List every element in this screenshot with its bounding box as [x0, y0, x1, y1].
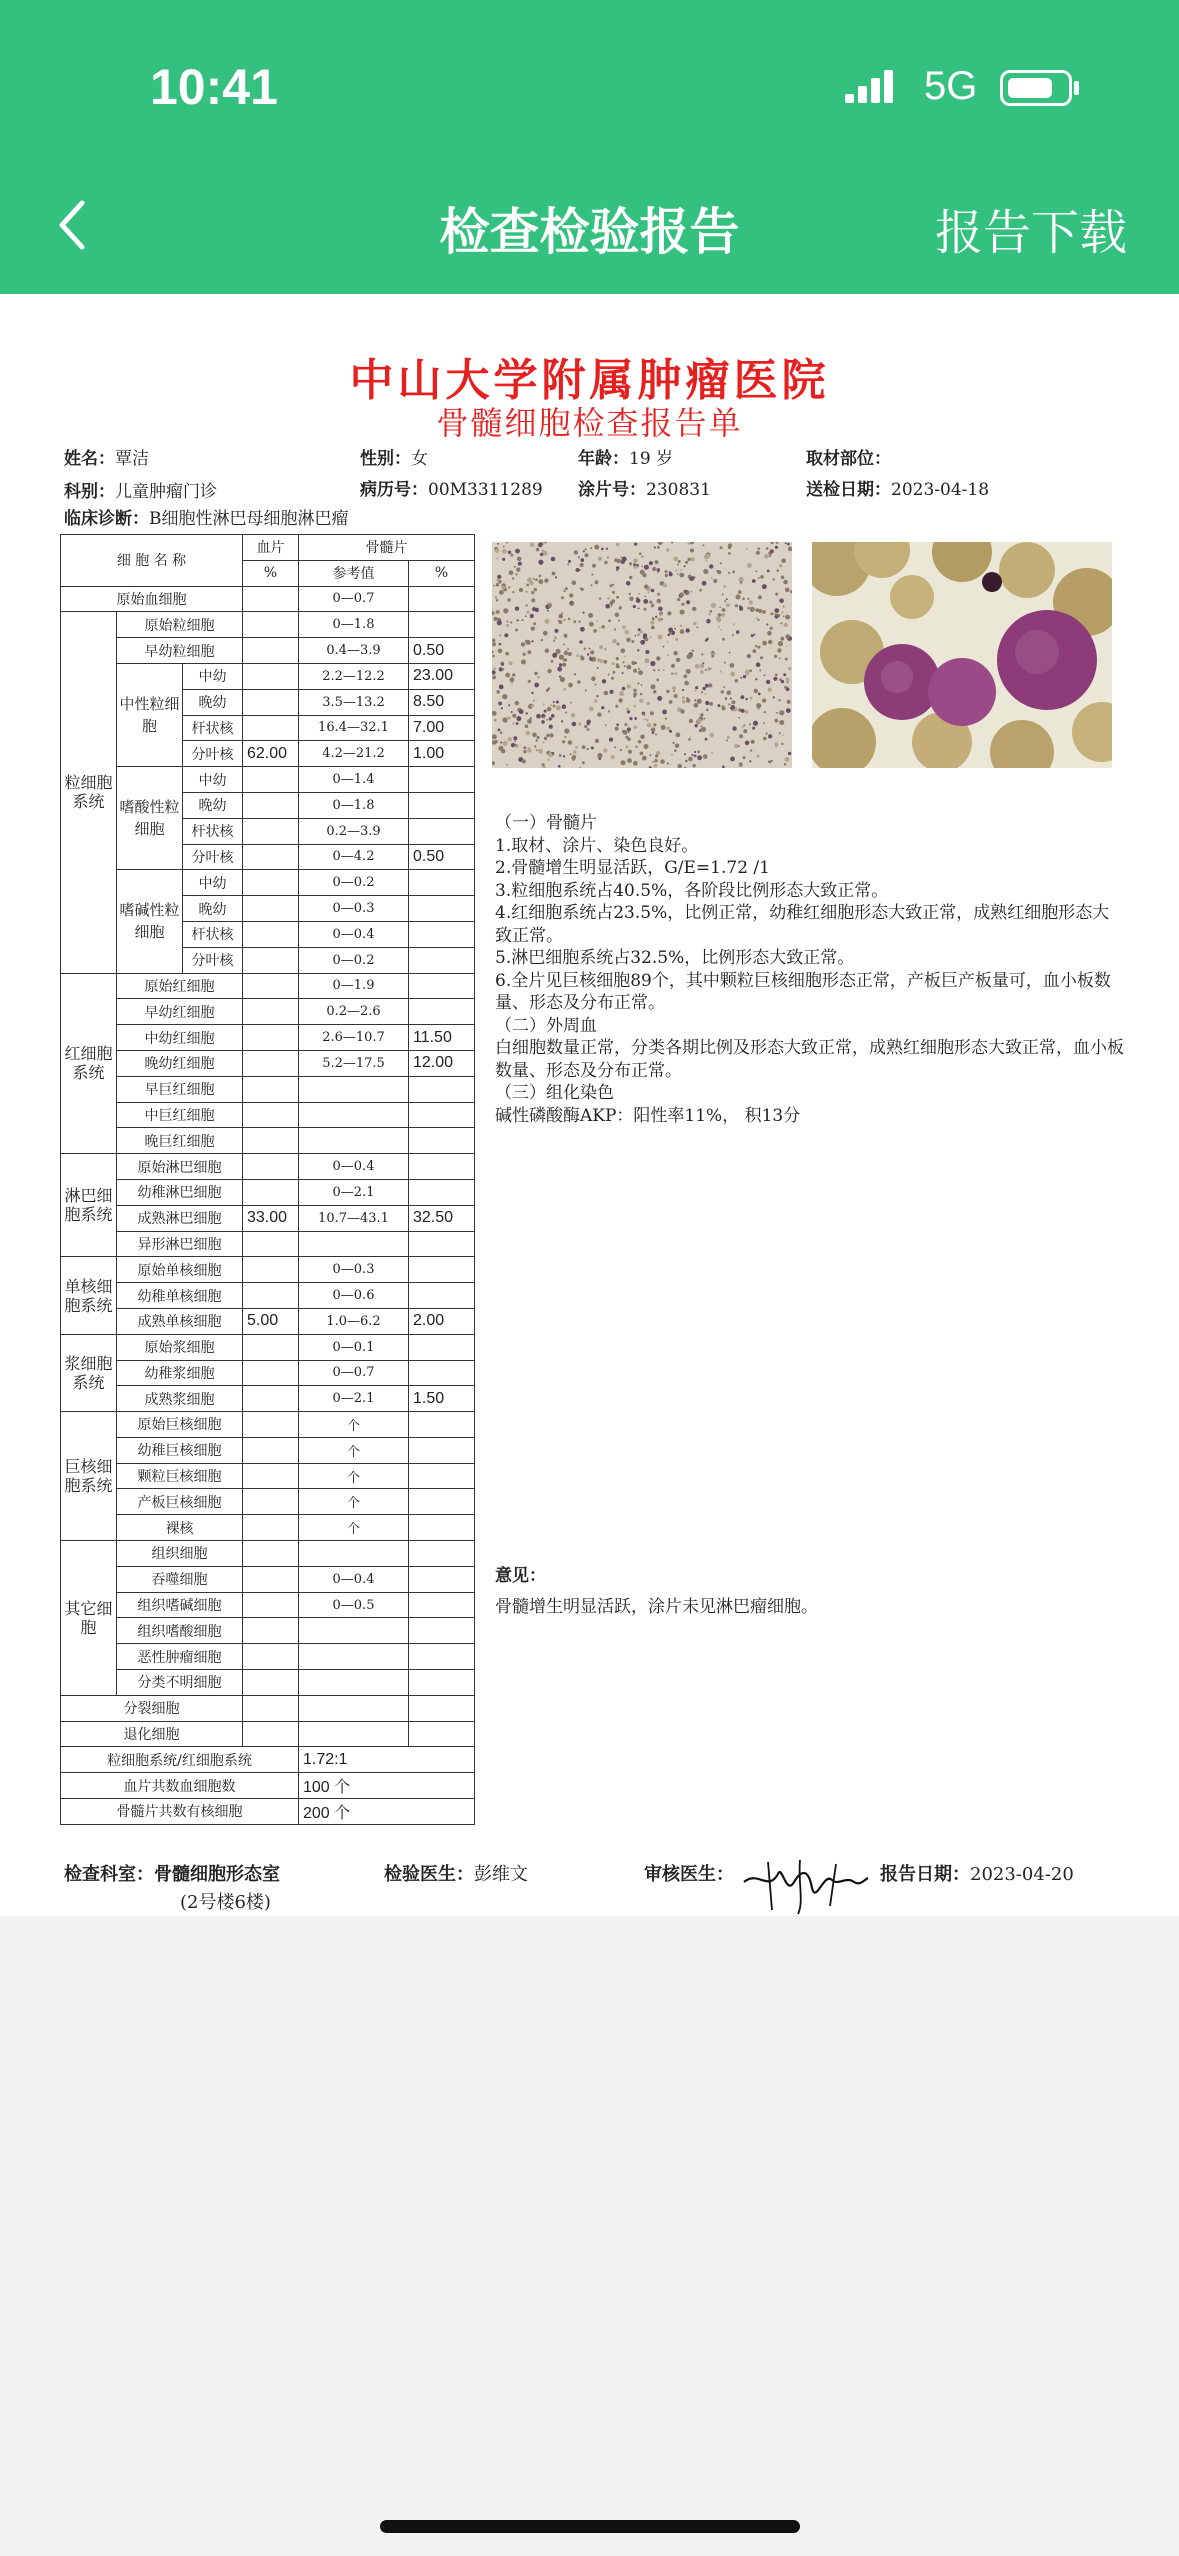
- table-row: [61, 586, 475, 612]
- blood-value: [243, 767, 299, 793]
- cell-name: 分叶核: [183, 741, 243, 767]
- cell-name: 杆状核: [183, 921, 243, 947]
- table-row: [61, 1541, 475, 1567]
- download-report-button[interactable]: 报告下载: [934, 205, 1127, 261]
- reference-range: 5.2—17.5: [299, 1050, 409, 1076]
- table-row: [61, 1721, 475, 1747]
- reference-range: 0—1.9: [299, 973, 409, 999]
- marrow-smear-highpower-image: [812, 542, 1112, 768]
- table-row: [61, 1463, 475, 1489]
- reference-range: 10.7—43.1: [299, 1205, 409, 1231]
- cell-name: 恶性肿瘤细胞: [117, 1644, 243, 1670]
- marrow-value: [409, 1670, 475, 1696]
- group-basophil: 嗜碱性粒细胞: [117, 870, 183, 973]
- table-row: [61, 1386, 475, 1412]
- header-pct: %: [243, 560, 299, 586]
- table-row: [61, 638, 475, 664]
- table-row: [61, 999, 475, 1025]
- blood-value: [243, 1437, 299, 1463]
- reference-range: [299, 1721, 409, 1747]
- blood-value: [243, 999, 299, 1025]
- submit-date: 送检日期：2023-04-18: [806, 480, 990, 500]
- marrow-value: 12.00: [409, 1050, 475, 1076]
- marrow-value: [409, 921, 475, 947]
- table-row: [61, 1025, 475, 1051]
- marrow-value: [409, 1128, 475, 1154]
- footer-reviewer: 审核医生：: [644, 1864, 734, 1885]
- blood-value: [243, 844, 299, 870]
- group-mega: 巨核细胞系统: [61, 1412, 117, 1541]
- reference-range: 0—0.2: [299, 870, 409, 896]
- battery-icon: [1000, 70, 1072, 106]
- cell-name: 晚幼: [183, 792, 243, 818]
- patient-gender: 性别：女: [360, 449, 428, 469]
- reference-range: [299, 1644, 409, 1670]
- cell-name: 晚幼红细胞: [117, 1050, 243, 1076]
- table-row: [61, 1644, 475, 1670]
- group-granulocyte: 粒细胞系统: [61, 612, 117, 973]
- table-row: [61, 1179, 475, 1205]
- group-mono: 单核细胞系统: [61, 1257, 117, 1334]
- reference-range: 个: [299, 1515, 409, 1541]
- marrow-value: [409, 1179, 475, 1205]
- marrow-value: [409, 1437, 475, 1463]
- marrow-value: [409, 870, 475, 896]
- sample-site: 取材部位：: [806, 449, 891, 469]
- marrow-value: [409, 947, 475, 973]
- finding-line: 4.红细胞系统占23.5%，比例正常，幼稚红细胞形态大致正常，成熟红细胞形态大致正常。: [495, 903, 1110, 946]
- marrow-value: [409, 1257, 475, 1283]
- reference-range: 个: [299, 1463, 409, 1489]
- reference-range: 3.5—13.2: [299, 689, 409, 715]
- marrow-value: [409, 1592, 475, 1618]
- group-erythroid: 红细胞系统: [61, 973, 117, 1154]
- network-label: 5G: [924, 64, 978, 108]
- status-time: 10:41: [150, 59, 278, 115]
- cell-name: 成熟淋巴细胞: [117, 1205, 243, 1231]
- reference-range: 0—0.6: [299, 1283, 409, 1309]
- marrow-value: [409, 1489, 475, 1515]
- cell-name: 杆状核: [183, 818, 243, 844]
- group-neutrophil: 中性粒细胞: [117, 663, 183, 766]
- group-lymph: 淋巴细胞系统: [61, 1154, 117, 1257]
- finding-line: 白细胞数量正常，分类各期比例及形态大致正常，成熟红细胞形态大致正常，血小板数量、形态及分布正常。: [495, 1038, 1124, 1081]
- report-document: [0, 294, 1179, 1916]
- group-eosinophil: 嗜酸性粒细胞: [117, 767, 183, 870]
- blood-value: [243, 1179, 299, 1205]
- blood-value: [243, 896, 299, 922]
- reference-range: 0—1.4: [299, 767, 409, 793]
- table-row: [61, 1592, 475, 1618]
- reference-range: [299, 1541, 409, 1567]
- blood-value: [243, 1128, 299, 1154]
- blood-value: [243, 921, 299, 947]
- marrow-value: 7.00: [409, 715, 475, 741]
- footer-dept: 检查科室：骨髓细胞形态室: [64, 1864, 280, 1885]
- blood-value: [243, 1360, 299, 1386]
- marrow-value: [409, 1463, 475, 1489]
- marrow-value: [409, 1334, 475, 1360]
- reference-range: 0—0.3: [299, 896, 409, 922]
- reference-range: [299, 1231, 409, 1257]
- cell-name: 成熟浆细胞: [117, 1386, 243, 1412]
- reference-range: 0—0.4: [299, 1566, 409, 1592]
- reviewer-signature: [738, 1852, 870, 1918]
- cell-name: 异形淋巴细胞: [117, 1231, 243, 1257]
- reference-range: 0—0.7: [299, 586, 409, 612]
- blood-value: [243, 1670, 299, 1696]
- finding-line: 5.淋巴细胞系统占32.5%，比例形态大致正常。: [495, 948, 855, 968]
- table-row: [61, 663, 475, 689]
- cell-name: 原始浆细胞: [117, 1334, 243, 1360]
- findings-text: [495, 812, 1125, 1127]
- blood-value: [243, 1592, 299, 1618]
- reference-range: [299, 1618, 409, 1644]
- table-row: [61, 1102, 475, 1128]
- table-row: [61, 1695, 475, 1721]
- patient-age: 年龄：19 岁: [578, 449, 674, 469]
- marrow-value: 1.50: [409, 1386, 475, 1412]
- blood-value: [243, 1695, 299, 1721]
- cell-name: 组织嗜碱细胞: [117, 1592, 243, 1618]
- table-row: [61, 1205, 475, 1231]
- marrow-value: [409, 1076, 475, 1102]
- cell-name: 中幼: [183, 663, 243, 689]
- summary-row: [61, 1799, 475, 1825]
- marrow-value: 8.50: [409, 689, 475, 715]
- hospital-name: 中山大学附属肿瘤医院: [349, 355, 830, 406]
- table-row: [61, 1670, 475, 1696]
- signal-icon: [845, 68, 905, 112]
- reference-range: 2.6—10.7: [299, 1025, 409, 1051]
- cell-name: 晚幼: [183, 896, 243, 922]
- table-row: [61, 1412, 475, 1438]
- reference-range: 0—0.5: [299, 1592, 409, 1618]
- footer-examiner: 检验医生：彭维文: [384, 1864, 528, 1885]
- table-row: [61, 1257, 475, 1283]
- marrow-value: [409, 586, 475, 612]
- blood-value: [243, 1489, 299, 1515]
- reference-range: 0.2—3.9: [299, 818, 409, 844]
- cell-name: 原始巨核细胞: [117, 1412, 243, 1438]
- footer-report-date: 报告日期：2023-04-20: [880, 1864, 1074, 1885]
- reference-range: 0—0.7: [299, 1360, 409, 1386]
- blood-value: [243, 1618, 299, 1644]
- cell-name: 分叶核: [183, 844, 243, 870]
- blood-value: [243, 1334, 299, 1360]
- marrow-value: [409, 1360, 475, 1386]
- blood-value: [243, 1283, 299, 1309]
- cell-name: 中幼: [183, 870, 243, 896]
- blood-value: [243, 689, 299, 715]
- table-row: [61, 1283, 475, 1309]
- reference-range: [299, 1695, 409, 1721]
- marrow-value: [409, 1541, 475, 1567]
- header-pct2: %: [409, 560, 475, 586]
- table-row: [61, 870, 475, 896]
- blood-value: [243, 1231, 299, 1257]
- finding-line: （二）外周血: [495, 1015, 597, 1036]
- cell-name: 原始红细胞: [117, 973, 243, 999]
- table-row: [61, 1308, 475, 1334]
- blood-value: [243, 1102, 299, 1128]
- blood-value: [243, 973, 299, 999]
- table-row: [61, 767, 475, 793]
- marrow-value: [409, 1154, 475, 1180]
- reference-range: 0—4.2: [299, 844, 409, 870]
- blood-value: 33.00: [243, 1205, 299, 1231]
- cell-name: 幼稚淋巴细胞: [117, 1179, 243, 1205]
- summary-value: 100 个: [299, 1773, 475, 1799]
- marrow-value: [409, 818, 475, 844]
- blood-value: 62.00: [243, 741, 299, 767]
- reference-range: 0.2—2.6: [299, 999, 409, 1025]
- cell-name: 组织嗜酸细胞: [117, 1618, 243, 1644]
- blood-value: [243, 1644, 299, 1670]
- header-cell-name: 细 胞 名 称: [61, 535, 243, 587]
- cell-name: 分裂细胞: [61, 1695, 243, 1721]
- blood-value: [243, 870, 299, 896]
- cell-name: 早巨红细胞: [117, 1076, 243, 1102]
- finding-line: （一）骨髓片: [495, 813, 597, 833]
- summary-label: 血片共数血细胞数: [61, 1773, 299, 1799]
- smear-number: 涂片号：230831: [578, 480, 711, 500]
- table-row: [61, 1154, 475, 1180]
- cell-name: 幼稚浆细胞: [117, 1360, 243, 1386]
- clinical-diagnosis: 临床诊断：B细胞性淋巴母细胞淋巴瘤: [64, 509, 349, 529]
- header-ref: 参考值: [299, 560, 409, 586]
- reference-range: 0—0.2: [299, 947, 409, 973]
- marrow-value: 0.50: [409, 844, 475, 870]
- reference-range: 0—2.1: [299, 1386, 409, 1412]
- reference-range: 0—2.1: [299, 1179, 409, 1205]
- cell-name: 幼稚单核细胞: [117, 1283, 243, 1309]
- finding-line: （三）组化染色: [495, 1083, 614, 1103]
- marrow-value: [409, 1618, 475, 1644]
- summary-value: 1.72:1: [299, 1747, 475, 1773]
- department: 科别：儿童肿瘤门诊: [64, 482, 217, 502]
- table-row: [61, 612, 475, 638]
- cell-name: 中幼红细胞: [117, 1025, 243, 1051]
- table-row: [61, 1334, 475, 1360]
- marrow-value: [409, 792, 475, 818]
- blood-value: [243, 1257, 299, 1283]
- cell-name: 退化细胞: [61, 1721, 243, 1747]
- cell-name: 中幼: [183, 767, 243, 793]
- battery-tip: [1074, 81, 1079, 95]
- footer-dept-location: (2号楼6楼): [180, 1892, 271, 1913]
- cell-name: 杆状核: [183, 715, 243, 741]
- cell-name: 组织细胞: [117, 1541, 243, 1567]
- table-row: [61, 1515, 475, 1541]
- blood-value: [243, 1076, 299, 1102]
- marrow-value: [409, 1566, 475, 1592]
- record-number: 病历号：00M3311289: [360, 480, 543, 500]
- reference-range: 0—0.4: [299, 1154, 409, 1180]
- marrow-value: [409, 1102, 475, 1128]
- reference-range: 0—1.8: [299, 792, 409, 818]
- marrow-value: [409, 896, 475, 922]
- cell-name: 裸核: [117, 1515, 243, 1541]
- summary-label: 粒细胞系统/红细胞系统: [61, 1747, 299, 1773]
- cell-name: 晚幼: [183, 689, 243, 715]
- cell-name: 原始血细胞: [61, 586, 243, 612]
- home-indicator[interactable]: [380, 2520, 800, 2533]
- cell-name: 早幼粒细胞: [117, 638, 243, 664]
- marrow-value: 32.50: [409, 1205, 475, 1231]
- opinion-text: 骨髓增生明显活跃，涂片未见淋巴瘤细胞。: [495, 1597, 818, 1617]
- reference-range: [299, 1102, 409, 1128]
- marrow-smear-lowpower-image: [492, 542, 792, 768]
- blood-value: [243, 1412, 299, 1438]
- blood-value: [243, 638, 299, 664]
- marrow-value: [409, 767, 475, 793]
- blood-value: [243, 715, 299, 741]
- reference-range: [299, 1128, 409, 1154]
- reference-range: [299, 1670, 409, 1696]
- blood-value: [243, 1721, 299, 1747]
- table-row: [61, 1437, 475, 1463]
- reference-range: 0.4—3.9: [299, 638, 409, 664]
- opinion-label: 意见：: [495, 1566, 546, 1586]
- group-other: 其它细胞: [61, 1541, 117, 1696]
- blood-value: 5.00: [243, 1308, 299, 1334]
- finding-line: 1.取材、涂片、染色良好。: [495, 835, 699, 856]
- reference-range: 个: [299, 1489, 409, 1515]
- cell-name: 中巨红细胞: [117, 1102, 243, 1128]
- summary-label: 骨髓片共数有核细胞: [61, 1799, 299, 1825]
- marrow-value: 11.50: [409, 1025, 475, 1051]
- cell-name: 分叶核: [183, 947, 243, 973]
- marrow-value: [409, 1515, 475, 1541]
- reference-range: 0—0.3: [299, 1257, 409, 1283]
- cell-name: 产板巨核细胞: [117, 1489, 243, 1515]
- blood-value: [243, 663, 299, 689]
- reference-range: 4.2—21.2: [299, 741, 409, 767]
- cell-name: 晚巨红细胞: [117, 1128, 243, 1154]
- group-plasma: 浆细胞系统: [61, 1334, 117, 1411]
- finding-line: 碱性磷酸酶AKP：阳性率11%， 积13分: [495, 1105, 801, 1126]
- marrow-value: [409, 973, 475, 999]
- table-row: [61, 1489, 475, 1515]
- marrow-value: [409, 1695, 475, 1721]
- reference-range: 16.4—32.1: [299, 715, 409, 741]
- blood-value: [243, 947, 299, 973]
- table-row: [61, 973, 475, 999]
- table-row: [61, 1076, 475, 1102]
- table-row: [61, 1128, 475, 1154]
- finding-line: 2.骨髓增生明显活跃，G/E=1.72 /1: [495, 858, 770, 878]
- reference-range: 0—1.8: [299, 612, 409, 638]
- marrow-value: [409, 1283, 475, 1309]
- marrow-value: 2.00: [409, 1308, 475, 1334]
- marrow-value: [409, 612, 475, 638]
- marrow-value: [409, 1644, 475, 1670]
- blood-value: [243, 586, 299, 612]
- finding-line: 3.粒细胞系统占40.5%，各阶段比例形态大致正常。: [495, 880, 889, 901]
- blood-value: [243, 1386, 299, 1412]
- cell-name: 幼稚巨核细胞: [117, 1437, 243, 1463]
- cell-name: 成熟单核细胞: [117, 1308, 243, 1334]
- page-title: 检查检验报告: [439, 203, 740, 261]
- reference-range: 0—0.1: [299, 1334, 409, 1360]
- summary-value: 200 个: [299, 1799, 475, 1825]
- blood-value: [243, 818, 299, 844]
- reference-range: 个: [299, 1412, 409, 1438]
- marrow-value: [409, 999, 475, 1025]
- report-subtitle: 骨髓细胞检查报告单: [436, 404, 743, 442]
- app-header: [0, 0, 1179, 294]
- cell-name: 原始单核细胞: [117, 1257, 243, 1283]
- blood-value: [243, 1463, 299, 1489]
- blood-value: [243, 1515, 299, 1541]
- blood-value: [243, 1541, 299, 1567]
- marrow-value: [409, 1412, 475, 1438]
- cell-name: 吞噬细胞: [117, 1566, 243, 1592]
- header-marrow: 骨髓片: [299, 535, 475, 561]
- cell-name: 原始粒细胞: [117, 612, 243, 638]
- blood-value: [243, 792, 299, 818]
- marrow-value: 23.00: [409, 663, 475, 689]
- marrow-value: [409, 1231, 475, 1257]
- reference-range: 0—0.4: [299, 921, 409, 947]
- patient-name: 姓名：覃洁: [64, 449, 149, 469]
- marrow-value: 0.50: [409, 638, 475, 664]
- header-blood: 血片: [243, 535, 299, 561]
- blood-value: [243, 612, 299, 638]
- cell-name: 分类不明细胞: [117, 1670, 243, 1696]
- marrow-value: [409, 1721, 475, 1747]
- summary-row: [61, 1773, 475, 1799]
- blood-value: [243, 1025, 299, 1051]
- table-row: [61, 1360, 475, 1386]
- blood-value: [243, 1154, 299, 1180]
- cell-name: 原始淋巴细胞: [117, 1154, 243, 1180]
- cell-count-table: [60, 534, 475, 1825]
- table-row: [61, 1231, 475, 1257]
- table-row: [61, 1618, 475, 1644]
- blood-value: [243, 1050, 299, 1076]
- reference-range: 2.2—12.2: [299, 663, 409, 689]
- summary-row: [61, 1747, 475, 1773]
- blood-value: [243, 1566, 299, 1592]
- cell-name: 早幼红细胞: [117, 999, 243, 1025]
- finding-line: 6.全片见巨核细胞89个，其中颗粒巨核细胞形态正常，产板巨产板量可，血小板数量、形态及分布正常。: [495, 970, 1111, 1013]
- reference-range: [299, 1076, 409, 1102]
- table-row: [61, 1050, 475, 1076]
- reference-range: 1.0—6.2: [299, 1308, 409, 1334]
- table-row: [61, 1566, 475, 1592]
- reference-range: 个: [299, 1437, 409, 1463]
- cell-name: 颗粒巨核细胞: [117, 1463, 243, 1489]
- marrow-value: 1.00: [409, 741, 475, 767]
